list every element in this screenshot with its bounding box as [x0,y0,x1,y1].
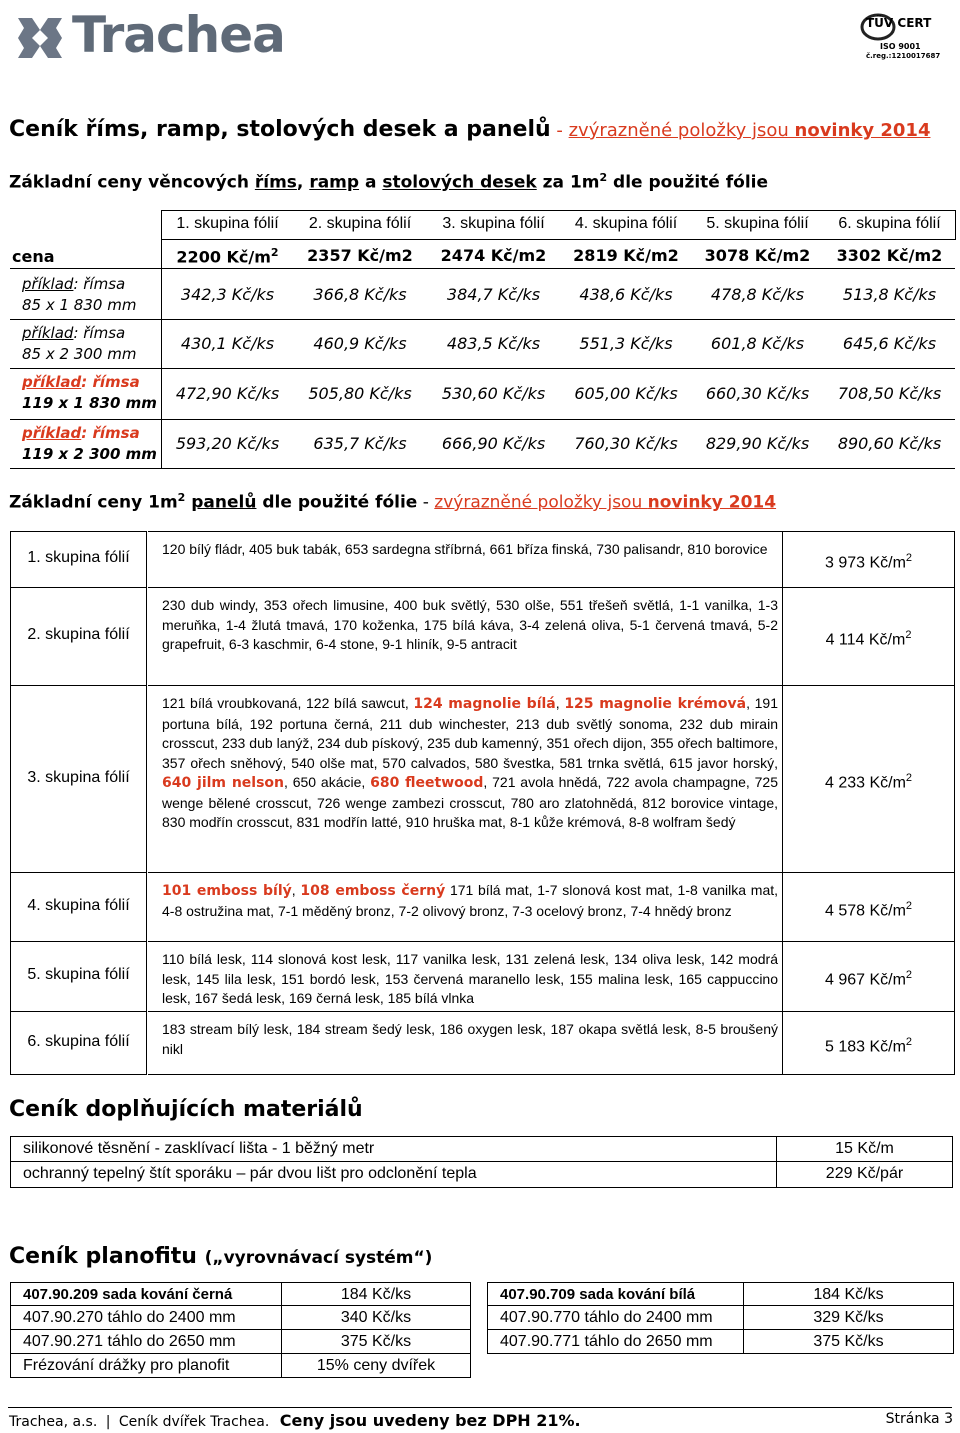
example-label [22,372,157,414]
example-price-cell: 666,90 Kč/ks [441,433,546,453]
panel-price-cell [782,685,955,872]
price-value: 3302 Kč/m2 [836,246,943,265]
panel-group-cell [10,1011,147,1075]
heading2-sup: 2 [599,171,608,184]
example-label-size: 85 x 1 830 mm [22,296,137,314]
price-value: 2474 Kč/m2 [440,246,547,265]
panel-group-label: 6. skupina fólií [27,1033,130,1050]
example-price-cell: 551,3 Kč/ks [579,333,673,353]
planofit-item-price: 375 Kč/ks [813,1333,884,1350]
planofit-item-name: 407.90.271 táhlo do 2650 mm [23,1333,236,1350]
material-row [10,1136,953,1162]
panel-row [10,1011,955,1075]
example-price-cell: 478,8 Kč/ks [710,284,805,304]
price-value: 2819 Kč/m2 [573,246,679,265]
panel-desc-new-item: 101 emboss bílý [162,883,292,899]
panel-desc-cell [148,531,782,587]
group-header-cell: 4. skupina fólií [574,215,678,232]
planofit-item-name: 407.90.770 táhlo do 2400 mm [500,1309,713,1326]
planofit-item-price: 184 Kč/ks [813,1286,884,1303]
panel-price-sup: 2 [905,629,912,641]
panel-price-sup: 2 [905,899,913,912]
panel-price-sup: 2 [905,969,913,981]
heading2-part: , [296,172,310,193]
panel-desc: , [555,695,565,711]
example-label-text: : římsa [81,424,140,442]
panel-desc-new-item: 125 magnolie krémová [564,696,747,712]
example-price-cell: 660,30 Kč/ks [705,383,810,403]
panel-price-cell [782,1011,955,1075]
company-logo [10,6,285,68]
panel-desc: , 721 avola hnědá, 722 avola champagne, 725 wenge bělené crosscut, 726 wenge zambezi crosscut, 780 aro zlatohnědá, 812 borovice vintage, 830 modřín crosscut, 831 modřín latté, 910 hruška mat, 8-1 kůže krémová, 8-8 wolfram šedý [162,774,778,830]
panel-desc: 183 stream bílý lesk, 184 stream šedý lesk, 186 oxygen lesk, 187 okapa světlá lesk, 8-5 broušený nikl [162,1021,778,1057]
heading2-part: Základní ceny věncových [9,172,255,193]
planofit-item-name: Frézování drážky pro planofit [23,1357,230,1374]
example-label-text: : římsa [73,324,126,342]
example-label-size: 119 x 1 830 mm [22,394,157,412]
panel-desc-new-item: 640 jilm nelson [162,775,285,791]
material-name: silikonové těsnění - zasklívací lišta - 1 běžný metr [23,1140,375,1157]
panel-price-cell [782,587,955,685]
group-header-cell: 6. skupina fólií [838,215,941,232]
heading3-link-panelu: panelů [191,492,257,513]
heading2-part: dle použité fólie [607,172,769,193]
cert-reg: č.reg.:1210017687 [866,52,941,60]
example-price-cell: 342,3 Kč/ks [180,284,275,304]
panel-group-cell [10,685,147,872]
footer-page: Stránka 3 [885,1411,953,1427]
panel-group-label: 4. skupina fólií [27,896,130,914]
example-price-cell: 760,30 Kč/ks [574,433,678,453]
panel-price [783,629,954,649]
panel-price-cell [782,531,955,587]
example-label-text: : římsa [81,373,140,391]
panel-row [10,531,955,587]
panel-desc-cell [148,685,782,872]
cornice-price-table [10,210,955,468]
heading3-part: dle použité fólie [256,492,418,513]
example-row [10,368,955,420]
panel-group-cell [10,587,147,685]
panel-desc-new-item: 108 emboss černý [300,883,446,899]
panel-price-sup: 2 [905,552,913,564]
example-price-cell: 505,80 Kč/ks [308,383,412,403]
panel-group-cell [10,531,147,587]
example-price-cell: 708,50 Kč/ks [837,383,942,403]
example-label-link: příklad [22,324,74,342]
example-price-cell: 460,9 Kč/ks [313,333,407,353]
panel-price-sup: 2 [905,1036,913,1048]
panel-price-cell [782,872,955,941]
panel-desc-cell [148,941,782,1011]
panel-price-value: 4 233 Kč/m [824,773,906,791]
main-heading-title: Ceník říms, ramp, stolových desek a panelů [9,117,551,142]
panel-desc: , 650 akácie, [284,774,371,790]
planofit-item-name: 407.90.771 táhlo do 2650 mm [500,1333,713,1350]
price-sup: 2 [270,246,279,259]
certification-badge [858,8,950,64]
example-price-cell: 438,6 Kč/ks [579,284,673,304]
price-cell [691,246,824,265]
panel-row [10,587,955,685]
cornice-prices-heading [9,171,768,193]
example-price-cell: 605,00 Kč/ks [574,383,678,403]
group-header-cell: 2. skupina fólií [308,215,412,232]
price-row-label: cena [12,247,55,266]
panel-desc-cell [148,587,782,685]
price-cell [561,246,691,265]
footer-sep: | [105,1414,111,1430]
planofit-row [487,1282,954,1306]
panel-group-label: 2. skupina fólií [27,626,130,643]
planofit-row [10,1282,471,1306]
example-price-cell: 513,8 Kč/ks [842,284,937,304]
panel-prices-heading [9,491,776,512]
heading2-part: za 1m [536,172,600,193]
panel-group-label: 3. skupina fólií [27,768,130,786]
planofit-heading-subtitle: („vyrovnávací systém“) [204,1248,433,1268]
panel-price [783,969,954,989]
panel-group-cell [10,872,147,941]
material-price: 229 Kč/pár [825,1165,904,1182]
heading2-link-desky: stolových desek [382,172,537,193]
planofit-item-name: 407.90.270 táhlo do 2400 mm [23,1309,236,1326]
panel-price [783,900,954,920]
footer [9,1411,953,1430]
panel-group-label: 5. skupina fólií [27,966,130,983]
heading3-note: zvýrazněné položky jsou [434,492,648,513]
example-label [22,274,136,316]
example-price-cell: 472,90 Kč/ks [175,383,280,403]
panel-row [10,941,955,1011]
logo-wordmark: Trachea [72,6,285,64]
example-price-cell: 593,20 Kč/ks [175,433,280,453]
panel-desc: 171 bílá mat, 1-7 slonová kost mat, 1-8 vanilka mat, 4-8 ostružina mat, 7-1 měděný bronz, 7-2 olivový bronz, 7-3 ocelový bronz, 7-4 hnědý bronz [162,882,779,919]
example-price-cell: 366,8 Kč/ks [313,284,407,304]
price-cell [824,246,955,265]
panel-price-value: 3 973 Kč/m [824,554,906,572]
planofit-row [10,1330,471,1354]
example-label-text: : římsa [73,275,126,293]
heading3-sep: - [417,492,435,513]
panel-price [783,1036,954,1056]
panel-price-value: 4 114 Kč/m [825,631,906,649]
heading3-sup: 2 [177,491,186,504]
panel-price-value: 5 183 Kč/m [824,1038,906,1056]
heading2-part: a [359,172,383,193]
materials-heading: Ceník doplňujících materiálů [9,1097,363,1122]
panel-price-value: 4 967 Kč/m [824,971,906,989]
planofit-item-price: 375 Kč/ks [340,1333,412,1350]
example-price-cell: 890,60 Kč/ks [837,433,942,453]
planofit-item-name: 407.90.209 sada kování černá [23,1286,233,1303]
example-price-cell: 384,7 Kč/ks [446,284,541,304]
panel-price [783,772,954,792]
panel-row [10,685,955,872]
panel-desc: , 191 portuna bílá, 192 portuna černá, 211 dub winchester, 213 dub světlý sonoma, 232 dub mirain crosscut, 233 dub lanýž, 234 dub pískový, 235 dub kamenný, 351 ořech dijon, 355 ořech baltimore, 357 ořech sněhový, 540 olše mat, 570 calvados, 580 švestka, 581 trnka světlá, 615 javor horský, [162,695,778,771]
planofit-item-name: 407.90.709 sada kování bílá [500,1286,696,1303]
example-price-cell: 430,1 Kč/ks [180,333,275,353]
panel-group-cell [10,941,147,1011]
panel-row [10,872,955,941]
planofit-row [487,1330,954,1354]
example-label [22,423,157,465]
material-price: 15 Kč/m [835,1140,894,1157]
planofit-row [487,1306,954,1330]
example-row [10,270,955,320]
planofit-row [10,1306,471,1330]
footer-company: Trachea, a.s. [9,1414,98,1430]
panel-desc: 230 dub windy, 353 ořech limusine, 400 buk světlý, 530 olše, 551 třešeň světlá, 1-1 vanilka, 1-3 meruňka, 1-4 žlutá tmavá, 170 koženka, 175 bílá káva, 3-4 zelená oliva, 5-1 červená tmavá, 5-2 grapefruit, 6-3 kaschmir, 6-4 stone, 9-1 hliník, 9-5 antracit [162,597,778,652]
planofit-row [10,1354,471,1378]
panel-desc-new-item: 124 magnolie bílá [413,696,556,712]
example-label-link: příklad [22,373,82,391]
example-label-link: příklad [22,424,82,442]
planofit-item-price: 329 Kč/ks [813,1309,884,1326]
panel-price-cell [782,941,955,1011]
material-row [10,1162,953,1188]
panel-desc: 110 bílá lesk, 114 slonová kost lesk, 117 vanilka lesk, 131 zelená lesk, 134 oliva lesk, 142 modrá lesk, 145 lila lesk, 151 bordó lesk, 153 červená maranello lesk, 155 malina lesk, 165 cappuccino lesk, 167 šedá lesk, 169 černá lesk, 185 bílá vlnka [162,951,778,1006]
cert-iso: ISO 9001 [880,42,921,51]
price-cell [294,246,426,265]
group-header-cell: 1. skupina fólií [176,215,279,232]
panel-group-label: 1. skupina fólií [27,549,130,566]
price-cell [426,246,561,265]
cert-brand: TÜV CERT [866,16,932,30]
example-price-cell: 601,8 Kč/ks [710,333,805,353]
price-cell [161,246,294,266]
price-value: 2357 Kč/m2 [307,246,413,265]
panel-desc-cell [148,872,782,941]
panel-desc-new-item: 680 fleetwood [370,775,484,791]
price-value: 3078 Kč/m2 [704,246,811,265]
panel-desc-cell [148,1011,782,1075]
panel-price-sup: 2 [905,771,913,784]
example-label-size: 85 x 2 300 mm [22,345,137,363]
footer-document: Ceník dvířek Trachea. [118,1414,270,1430]
example-price-cell: 829,90 Kč/ks [705,433,810,453]
price-value: 2200 Kč/m [176,247,271,267]
material-name: ochranný tepelný štít sporáku – pár dvou lišt pro odclonění tepla [23,1165,477,1182]
planofit-item-price: 184 Kč/ks [340,1286,412,1303]
panel-price [783,552,954,572]
group-header-cell: 5. skupina fólií [706,215,809,232]
example-label-link: příklad [22,275,74,293]
example-label [22,323,136,365]
heading2-link-rimsy: říms [254,172,297,193]
heading3-new: novinky 2014 [647,492,777,513]
main-heading-sep: - [550,120,569,141]
panel-price-value: 4 578 Kč/m [824,901,906,919]
example-price-cell: 483,5 Kč/ks [446,333,541,353]
example-price-cell: 635,7 Kč/ks [313,433,407,453]
footer-line [8,1407,952,1408]
planofit-heading [9,1244,432,1269]
footer-vat-note: Ceny jsou uvedeny bez DPH 21%. [279,1411,581,1430]
panel-desc: 121 bílá vroubkovaná, 122 bílá sawcut, [162,695,414,711]
planofit-item-price: 340 Kč/ks [340,1309,412,1326]
logo-star-icon [10,8,70,68]
example-row [10,419,955,469]
heading3-part: Základní ceny 1m [9,492,178,513]
main-heading-new: novinky 2014 [794,120,931,141]
example-price-cell: 530,60 Kč/ks [441,383,546,403]
main-heading-note: zvýrazněné položky jsou [568,120,795,141]
planofit-item-price: 15% ceny dvířek [316,1357,436,1374]
panel-desc: , [291,882,301,898]
example-label-size: 119 x 2 300 mm [22,445,157,463]
example-row [10,319,955,369]
planofit-heading-title: Ceník planofitu [9,1244,205,1269]
main-heading [9,117,930,142]
heading2-link-ramp: ramp [309,172,360,193]
panel-desc: 120 bílý fládr, 405 buk tabák, 653 sardegna stříbrná, 661 bříza finská, 730 palisandr, 810 borovice [162,541,768,557]
group-header-cell: 3. skupina fólií [442,215,545,232]
example-price-cell: 645,6 Kč/ks [842,333,937,353]
